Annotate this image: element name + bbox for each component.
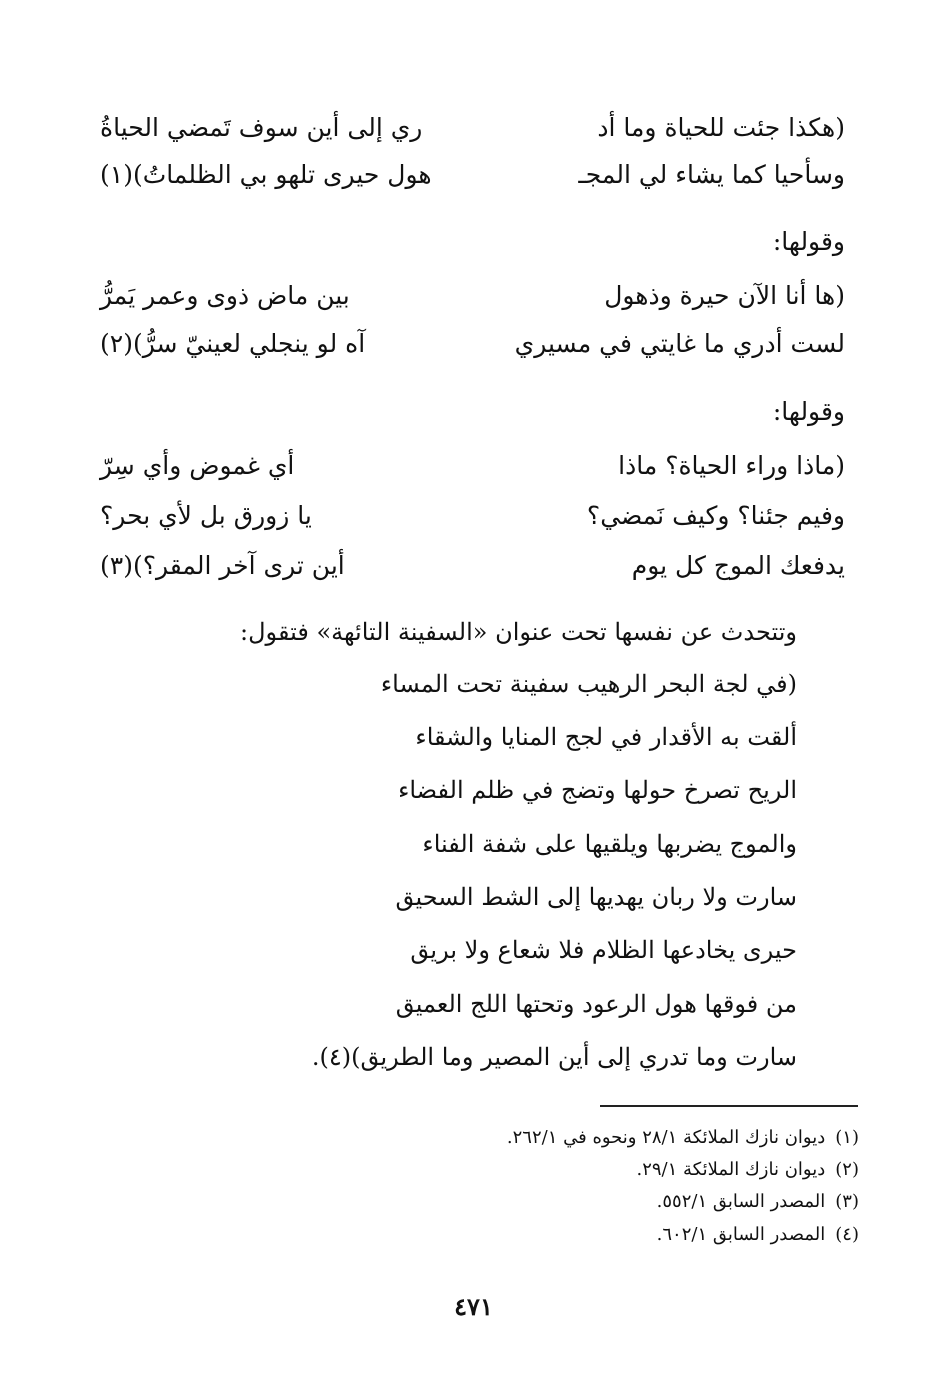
footnote-4-text: المصدر السابق ٦٠٢/١. xyxy=(656,1224,826,1245)
poem3-row1-right: (ماذا وراء الحياة؟ ماذا xyxy=(618,451,845,480)
poem1-row2-right: وسأحيا كما يشاء لي المجـ xyxy=(578,160,845,189)
footnote-1-text: ديوان نازك الملائكة ٢٨/١ ونحوه في ٢٦٢/١. xyxy=(506,1127,826,1148)
poem3-row3-left: أين ترى آخر المقر؟)(٣) xyxy=(100,551,345,580)
footnote-3-number: (٣) xyxy=(835,1191,859,1212)
footnote-4-number: (٤) xyxy=(835,1224,859,1245)
poem2-row2-left: آه لو ينجلي لعينيّ سرُّ)(٢) xyxy=(100,329,366,358)
poem3-row1-left: أي غموض وأي سِرّ xyxy=(100,451,295,480)
page-number: ٤٧١ xyxy=(454,1292,493,1321)
footnote-1 xyxy=(507,1123,859,1153)
footnote-2 xyxy=(636,1155,859,1185)
footnote-3 xyxy=(657,1187,859,1217)
intro-3: وقولها: xyxy=(772,397,845,426)
poem4-line5: سارت ولا ربان يهديها إلى الشط السحيق xyxy=(395,883,797,911)
poem4-line3: الريح تصرخ حولها وتضج في ظلم الفضاء xyxy=(398,776,797,804)
footnote-2-text: ديوان نازك الملائكة ٢٩/١. xyxy=(636,1159,826,1180)
intro-4: وتتحدث عن نفسها تحت عنوان «السفينة التائهة» فتقول: xyxy=(240,618,797,646)
poem3-row2-left: يا زورق بل لأي بحر؟ xyxy=(100,501,312,530)
poem3-row2-right: وفيم جئنا؟ وكيف نَمضي؟ xyxy=(586,501,845,530)
poem4-line6: حيرى يخادعها الظلام فلا شعاع ولا بريق xyxy=(410,936,797,964)
poem3-row3-right: يدفعك الموج كل يوم xyxy=(631,551,845,580)
poem1-row1-right: (هكذا جئت للحياة وما أد xyxy=(597,113,845,142)
intro-2: وقولها: xyxy=(772,227,845,256)
poem1-row1-left: ري إلى أين سوف تَمضي الحياةُ xyxy=(100,113,423,142)
poem2-row2-right: لست أدري ما غايتي في مسيري xyxy=(514,329,845,358)
poem4-line7: من فوقها هول الرعود وتحتها اللج العميق xyxy=(395,990,797,1018)
poem2-row1-right: (ها أنا الآن حيرة وذهول xyxy=(604,281,845,310)
poem1-row2-left: هول حيرى تلهو بي الظلماتُ)(١) xyxy=(100,160,432,189)
poem4-line8: سارت وما تدري إلى أين المصير وما الطريق)(٤). xyxy=(311,1043,797,1071)
poem4-line2: ألقت به الأقدار في لجج المنايا والشقاء xyxy=(415,723,797,751)
poem2-row1-left: بين ماض ذوى وعمر يَمرُّ xyxy=(100,281,350,310)
footnote-2-number: (٢) xyxy=(835,1159,859,1180)
poem4-line1: (في لجة البحر الرهيب سفينة تحت المساء xyxy=(380,670,797,698)
poem4-line4: والموج يضربها ويلقيها على شفة الفناء xyxy=(422,830,797,858)
footnote-divider xyxy=(600,1105,858,1107)
footnote-4 xyxy=(657,1220,859,1250)
footnote-3-text: المصدر السابق ٥٥٢/١. xyxy=(656,1191,826,1212)
footnote-1-number: (١) xyxy=(835,1127,859,1148)
